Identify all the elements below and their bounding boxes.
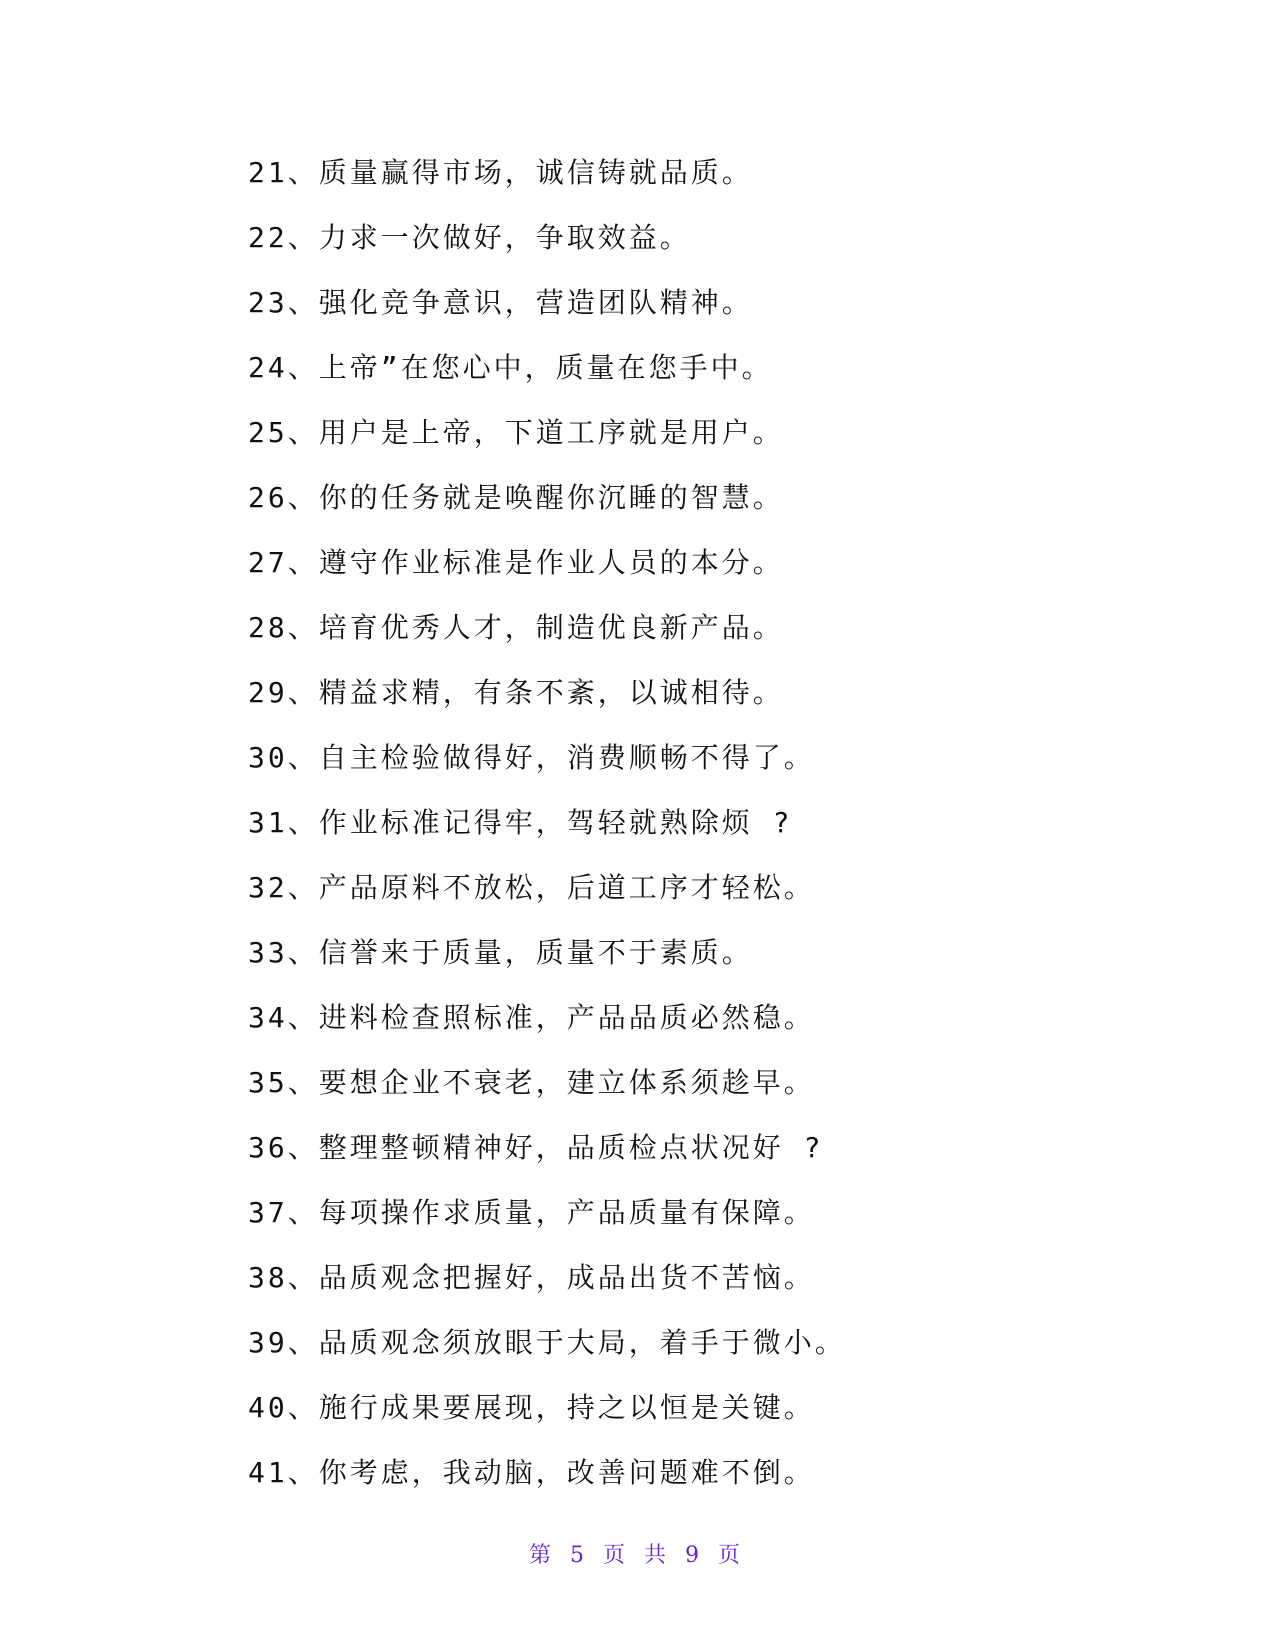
slogan-line: 37、每项操作求质量，产品质量有保障。 — [248, 1196, 815, 1229]
slogan-line: 30、自主检验做得好，消费顺畅不得了。 — [248, 741, 815, 774]
slogan-line: 26、你的任务就是唤醒你沉睡的智慧。 — [248, 481, 784, 514]
slogan-line: 39、品质观念须放眼于大局，着手于微小。 — [248, 1326, 846, 1359]
slogan-line: 31、作业标准记得牢，驾轻就熟除烦 ? — [248, 806, 793, 839]
slogan-line: 38、品质观念把握好，成品出货不苦恼。 — [248, 1261, 815, 1294]
slogan-line: 28、培育优秀人才，制造优良新产品。 — [248, 611, 784, 644]
slogan-line: 40、施行成果要展现，持之以恒是关键。 — [248, 1391, 815, 1424]
slogan-line: 33、信誉来于质量，质量不于素质。 — [248, 936, 753, 969]
slogan-line: 21、质量赢得市场，诚信铸就品质。 — [248, 156, 753, 189]
page-number-footer: 第 5 页 共 9 页 — [529, 1543, 746, 1568]
slogan-line: 32、产品原料不放松，后道工序才轻松。 — [248, 871, 815, 904]
slogan-line: 34、进料检查照标准，产品品质必然稳。 — [248, 1001, 815, 1034]
slogan-line: 36、整理整顿精神好，品质检点状况好 ? — [248, 1131, 824, 1164]
slogan-line: 24、上帝”在您心中，质量在您手中。 — [248, 351, 773, 384]
slogan-line: 35、要想企业不衰老，建立体系须趁早。 — [248, 1066, 815, 1099]
slogan-list — [248, 140, 846, 1505]
slogan-line: 25、用户是上帝，下道工序就是用户。 — [248, 416, 784, 449]
slogan-line: 23、强化竞争意识，营造团队精神。 — [248, 286, 753, 319]
slogan-line: 41、你考虑，我动脑，改善问题难不倒。 — [248, 1456, 815, 1489]
slogan-line: 27、遵守作业标准是作业人员的本分。 — [248, 546, 784, 579]
slogan-line: 22、力求一次做好，争取效益。 — [248, 221, 691, 254]
slogan-line: 29、精益求精，有条不紊，以诚相待。 — [248, 676, 784, 709]
